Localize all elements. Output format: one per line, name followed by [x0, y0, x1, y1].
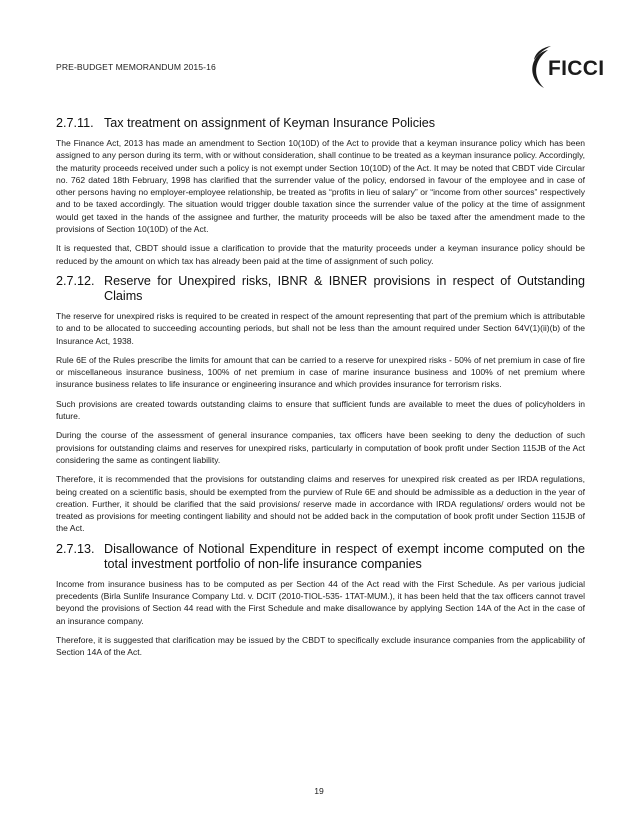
document-body	[56, 116, 585, 666]
section-title: Tax treatment on assignment of Keyman Insurance Policies	[104, 116, 436, 130]
paragraph: The reserve for unexpired risks is required to be created in respect of the amount representing that part of the premium which is attributable to and to be allocated to succeeding accounting periods, but shall not be less than the amount required under Section 64V(1)(ii)(b) of the Insurance Act, 1938.	[56, 310, 585, 346]
section-title: Disallowance of Notional Expenditure in respect of exempt income computed on the total investment portfolio of non-life insurance companies	[104, 541, 585, 571]
section-number: 2.7.12.	[56, 273, 95, 288]
paragraph: Therefore, it is recommended that the provisions for outstanding claims and reserves for unexpired risk created as per IRDA regulations, being created on a scientific basis, should be exempted from the purview of Rule 6E and should be admissible as a deduction in the year of creation. Further, it should be clarified that the said provisions/ reserve made in accordance with IRDA regulations/ orders would not be treated as provisions for meeting contingent liability and should not be added back in the computation of book profit under Section 115JB of the Act.	[56, 474, 585, 534]
section-2-7-11	[56, 116, 585, 267]
paragraph: Income from insurance business has to be computed as per Section 44 of the Act read with the First Schedule. As per various judicial precedents (Birla Sunlife Insurance Company Ltd. v. DCIT (2010-TIOL-535- 1TAT-MUM.), it has been held that the tax officers cannot travel beyond the provisions of Section 44 read with the First Schedule and make disallowance by applying Section 14A of the Act in the case of an insurance company.	[56, 578, 585, 626]
section-title: Reserve for Unexpired risks, IBNR & IBNER provisions in respect of Outstanding Claims	[104, 273, 585, 303]
paragraph: Rule 6E of the Rules prescribe the limits for amount that can be carried to a reserve for unexpired risks - 50% of net premium in case of fire or miscellaneous insurance business, 100% of net premium in case of marine insurance business and 100% of net premium where insurance business relates to life insurance or engineering insurance and which provides insurance for terrorism risks.	[56, 354, 585, 390]
section-2-7-13	[56, 542, 585, 659]
section-heading	[56, 116, 585, 131]
paragraph: It is requested that, CBDT should issue a clarification to provide that the maturity proceeds under a keyman insurance policy should be reduced by the amount on which tax has already been paid at the time of assignment of such policy.	[56, 243, 585, 266]
paragraph: Such provisions are created towards outstanding claims to ensure that sufficient funds are available to meet the dues of policyholders in future.	[56, 398, 585, 422]
document-header: PRE-BUDGET MEMORANDUM 2015-16	[56, 62, 216, 72]
paragraph: The Finance Act, 2013 has made an amendment to Section 10(10D) of the Act to provide that a keyman insurance policy which has been assigned to any person during its term, with or without consideration, shall continue to be treated as a keyman insurance policy. Accordingly, the maturity proceeds received under such a policy is not exempt under Section 10(10D) of the Act. It may be noted that CBDT vide Circular no. 762 dated 18th February, 1998 has clarified that the surrender value of the policy, endorsed in favour of the employee and in case of other persons having no employer-employee relationship, be treated as “profits in lieu of salary” or “income from other sources” respectively and to be taxed accordingly. The situation would trigger double taxation since the surrender value of the policy at the time of assignment would get taxed in the hands of the assignee and further, the maturity proceeds will be also be taxed after the amendment made to the provisions of Section 10(10D) of the Act.	[56, 138, 585, 235]
page-number: 19	[314, 786, 324, 796]
paragraph: During the course of the assessment of general insurance companies, tax officers have been seeking to deny the deduction of such provisions for outstanding claims and reserves for unexpired risks, particularly in computation of book profit under Section 115JB of the Act considering the same as contingent liability.	[56, 430, 585, 465]
section-heading	[56, 542, 585, 572]
paragraph: Therefore, it is suggested that clarification may be issued by the CBDT to specifically exclude insurance companies from the applicability of Section 14A of the Act.	[56, 634, 585, 658]
section-number: 2.7.11.	[56, 116, 94, 130]
section-2-7-12	[56, 274, 585, 535]
section-heading	[56, 274, 585, 304]
section-number: 2.7.13.	[56, 541, 95, 556]
logo-text: FICCI	[548, 57, 605, 80]
ficci-logo	[518, 44, 614, 98]
